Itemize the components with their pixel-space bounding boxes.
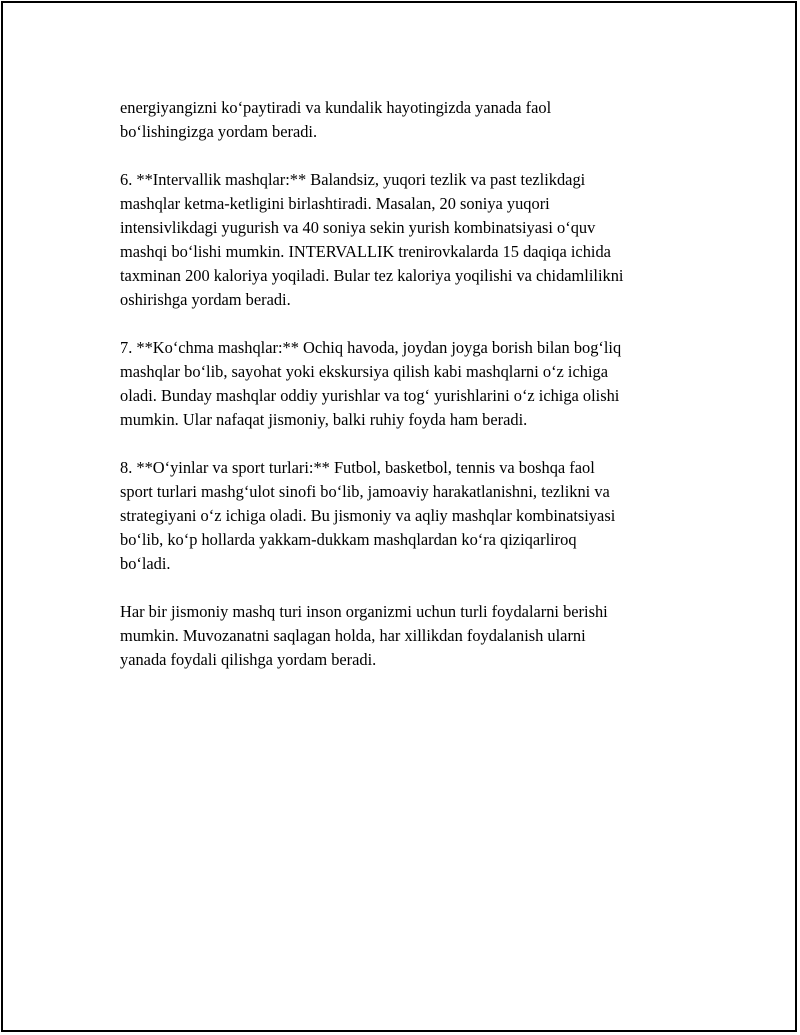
text-line: Har bir jismoniy mashq turi inson organizmi uchun turli foydalarni berishi [120, 602, 608, 621]
text-line: mumkin. Ular nafaqat jismoniy, balki ruhiy foyda ham beradi. [120, 410, 528, 429]
text-line: 8. **Oʻyinlar va sport turlari:** Futbol, basketbol, tennis va boshqa faol [120, 458, 595, 477]
text-line: taxminan 200 kaloriya yoqiladi. Bular tez kaloriya yoqilishi va chidamlilikni [120, 266, 624, 285]
paragraph-conclusion [120, 600, 690, 672]
text-line: mumkin. Muvozanatni saqlagan holda, har xillikdan foydalanish ularni [120, 626, 586, 645]
text-line: sport turlari mashgʻulot sinofi boʻlib, jamoaviy harakatlanishni, tezlikni va [120, 482, 610, 501]
paragraph-games-sports [120, 456, 690, 576]
text-line: yanada foydali qilishga yordam beradi. [120, 650, 377, 669]
text-line: 6. **Intervallik mashqlar:** Balandsiz, yuqori tezlik va past tezlikdagi [120, 170, 586, 189]
text-line: mashqlar boʻlib, sayohat yoki ekskursiya qilish kabi mashqlarni oʻz ichiga [120, 362, 608, 381]
text-line: energiyangizni koʻpaytiradi va kundalik hayotingizda yanada faol [120, 98, 552, 117]
paragraph-intro-continuation [120, 96, 690, 144]
text-line: mashqi boʻlishi mumkin. INTERVALLIK trenirovkalarda 15 daqiqa ichida [120, 242, 611, 261]
text-line: oshirishga yordam beradi. [120, 290, 291, 309]
text-line: strategiyani oʻz ichiga oladi. Bu jismoniy va aqliy mashqlar kombinatsiyasi [120, 506, 616, 525]
paragraph-interval-training [120, 168, 690, 312]
document-page [1, 1, 797, 1032]
text-line: boʻladi. [120, 554, 171, 573]
text-line: boʻlishingizga yordam beradi. [120, 122, 318, 141]
text-line: 7. **Koʻchma mashqlar:** Ochiq havoda, joydan joyga borish bilan bogʻliq [120, 338, 622, 357]
text-line: boʻlib, koʻp hollarda yakkam-dukkam mashqlardan koʻra qiziqarliroq [120, 530, 577, 549]
text-line: intensivlikdagi yugurish va 40 soniya sekin yurish kombinatsiyasi oʻquv [120, 218, 596, 237]
text-line: oladi. Bunday mashqlar oddiy yurishlar va togʻ yurishlarini oʻz ichiga olishi [120, 386, 620, 405]
paragraph-hiking [120, 336, 690, 432]
document-body [120, 96, 690, 696]
text-line: mashqlar ketma-ketligini birlashtiradi. Masalan, 20 soniya yuqori [120, 194, 550, 213]
